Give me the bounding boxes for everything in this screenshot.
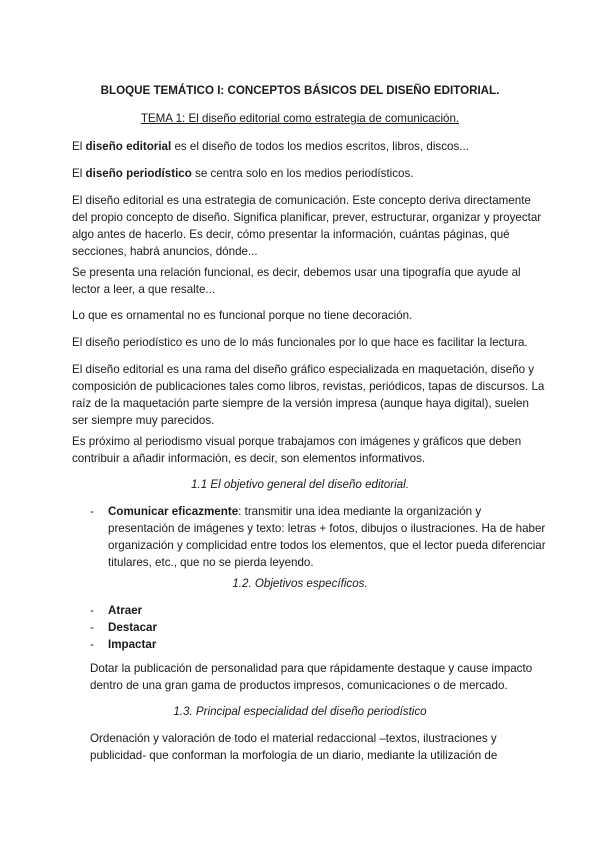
text-line: Se presenta una relación funcional, es decir, debemos usar una tipografía que ayude al <box>72 266 521 279</box>
paragraph-diseno-editorial <box>72 138 532 156</box>
text-line: dentro de una gran gama de productos impresos, comunicaciones o de mercado. <box>90 679 508 692</box>
bullet-marker: - <box>90 604 94 617</box>
bold-term: diseño editorial <box>85 140 172 153</box>
section-heading-especialidad: 1.3. Principal especialidad del diseño periodístico <box>173 705 427 718</box>
paragraph-text: es el diseño de todos los medios escritos, libros, discos... <box>171 140 469 153</box>
text-line: del propio concepto de diseño. Significa planificar, prever, estructurar, organizar y proyectar <box>72 211 542 224</box>
document-title: BLOQUE TEMÁTICO I: CONCEPTOS BÁSICOS DEL DISEÑO EDITORIAL. <box>100 84 500 97</box>
paragraph-text: El <box>72 167 86 180</box>
text-line: ser siempre muy parecidos. <box>72 414 215 427</box>
section-heading-objetivo-general: 1.1 El objetivo general del diseño editorial. <box>191 478 409 491</box>
text-line: presentación de imágenes y texto: letras + fotos, dibujos o ilustraciones. Ha de haber <box>108 522 546 535</box>
paragraph-text: se centra solo en los medios periodísticos. <box>191 167 414 180</box>
paragraph-ornamental: Lo que es ornamental no es funcional porque no tiene decoración. <box>72 309 413 322</box>
text-line: titulares, etc., que no se pierda leyendo. <box>108 556 314 569</box>
text-line: publicidad- que conforman la morfología de un diario, mediante la utilización de <box>90 749 498 762</box>
paragraph-funcionales: El diseño periodístico es uno de lo más funcionales por lo que hace es facilitar la lectura. <box>72 336 528 349</box>
text-line: Es próximo al periodismo visual porque trabajamos con imágenes y gráficos que deben <box>72 435 522 448</box>
text-line: El diseño editorial es una estrategia de comunicación. Este concepto deriva directamente <box>72 194 531 207</box>
text-line: Dotar la publicación de personalidad para que rápidamente destaque y cause impacto <box>90 662 533 675</box>
paragraph-text: : transmitir una idea mediante la organización y <box>238 505 482 518</box>
bold-term: diseño periodístico <box>85 167 192 180</box>
objective-item-atraer: Atraer <box>108 604 143 617</box>
text-line: algo antes de hacerlo. Es decir, cómo presentar la información, cuántas páginas, qué <box>72 228 510 241</box>
text-line: raíz de la maquetación parte siempre de la versión impresa (aunque haya digital), suelen <box>72 397 529 410</box>
bold-term: Comunicar eficazmente <box>108 505 239 518</box>
text-line: El diseño editorial es una rama del diseño gráfico especializada en maquetación, diseño y <box>72 363 535 376</box>
text-line: composición de publicaciones tales como libros, revistas, periódicos, tapas de discursos. La <box>72 380 545 393</box>
bullet-marker: - <box>90 505 94 518</box>
objective-item-destacar: Destacar <box>108 621 157 634</box>
bullet-marker: - <box>90 621 94 634</box>
paragraph-diseno-periodistico <box>72 165 532 183</box>
bullet-marker: - <box>90 638 94 651</box>
text-line <box>108 503 481 521</box>
section-heading-objetivos-especificos: 1.2. Objetivos específicos. <box>232 577 368 590</box>
paragraph-text: El <box>72 140 86 153</box>
text-line: secciones, habrá anuncios, dónde... <box>72 245 258 258</box>
text-line: contribuir a añadir información, es decir, son elementos informativos. <box>72 452 426 465</box>
text-line: Ordenación y valoración de todo el material redaccional –textos, ilustraciones y <box>90 732 497 745</box>
text-line: organización y complicidad entre todos los elementos, que el lector pueda diferenciar <box>108 539 546 552</box>
document-subtitle: TEMA 1: El diseño editorial como estrategia de comunicación. <box>140 112 460 125</box>
objective-item-impactar: Impactar <box>108 638 157 651</box>
text-line: lector a leer, a que resalte... <box>72 283 216 296</box>
